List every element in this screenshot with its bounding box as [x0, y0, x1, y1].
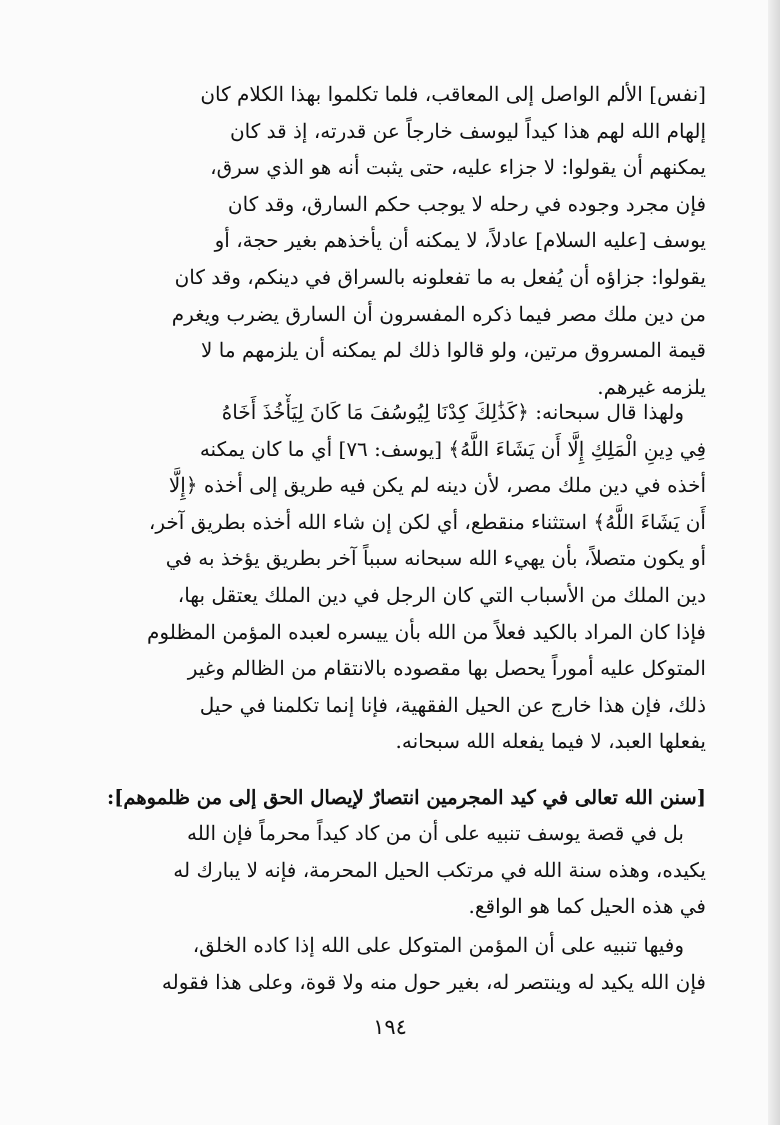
page-edge	[768, 0, 780, 1125]
text-line: فإذا كان المراد بالكيد فعلاً من الله بأن ييسره لعبده المؤمن المظلوم	[147, 619, 706, 644]
text-line: يلزمه غيرهم.	[597, 374, 706, 399]
text-line: قيمة المسروق مرتين، ولو قالوا ذلك لم يمكنه أن يلزمهم ما لا	[201, 338, 706, 363]
text-line: المتوكل عليه أموراً يحصل بها مقصوده بالانتقام من الظالم وغير	[187, 656, 706, 681]
text-line: يوسف [عليه السلام] عادلاً، لا يمكنه أن يأخذهم بغير حجة، أو	[214, 228, 706, 253]
text-line: أَن يَشَاءَ اللَّهُ﴾ استثناء منقطع، أي لكن إن شاء الله أخذه بطريق آخر،	[148, 509, 706, 534]
section-heading	[92, 780, 706, 817]
text-line: من دين ملك مصر فيما ذكره المفسرون أن السارق يضرب ويغرم	[171, 301, 706, 326]
text-line: إلهام الله لهم هذا كيداً ليوسف خارجاً عن قدرته، إذ قد كان	[229, 118, 706, 143]
text-line: [نفس] الألم الواصل إلى المعاقب، فلما تكلموا بهذا الكلام كان	[200, 82, 706, 106]
text-line: فِي دِينِ الْمَلِكِ إِلَّا أَن يَشَاءَ اللَّهُ﴾ [يوسف: ٧٦] أي ما كان يمكنه	[199, 436, 706, 461]
text-line: فإن الله يكيد له وينتصر له، بغير حول منه ولا قوة، وعلى هذا فقوله	[161, 969, 706, 994]
paragraph-1	[92, 76, 706, 405]
text-line: دين الملك من الأسباب التي كان الرجل في دين الملك يعتقل بها،	[177, 582, 706, 607]
text-line: يمكنهم أن يقولوا: لا جزاء عليه، حتى يثبت أنه هو الذي سرق،	[210, 155, 706, 180]
text-line: يفعلها العبد، لا فيما يفعله الله سبحانه.	[395, 729, 706, 754]
heading-text: [سنن الله تعالى في كيد المجرمين انتصارٌ لإيصال الحق إلى من ظلموهم]:	[106, 786, 706, 809]
text-line: ذلك، فإن هذا خارج عن الحيل الفقهية، فإنا إنما تكلمنا في حيل	[199, 692, 706, 717]
paragraph-3	[92, 815, 706, 925]
text-line: وفيها تنبيه على أن المؤمن المتوكل على الله إذا كاده الخلق،	[192, 933, 684, 957]
page-number: ١٩٤	[373, 1015, 407, 1039]
text-line: في هذه الحيل كما هو الواقع.	[468, 894, 706, 919]
text-line: فإن مجرد وجوده في رحله لا يوجب حكم السارق، وقد كان	[227, 191, 706, 216]
text-line: أو يكون متصلاً، بأن يهيء الله سبحانه سبباً آخر بطريق يؤخذ به في	[165, 546, 706, 571]
text-line: يكيده، وهذه سنة الله في مرتكب الحيل المحرمة، فإنه لا يبارك له	[173, 857, 706, 882]
paragraph-4	[92, 927, 706, 1000]
text-line: بل في قصة يوسف تنبيه على أن من كاد كيداً محرماً فإن الله	[187, 821, 684, 845]
text-line: ولهذا قال سبحانه: ﴿كَذَٰلِكَ كِدْنَا لِيُوسُفَ مَا كَانَ لِيَأْخُذَ أَخَاهُ	[221, 400, 684, 424]
paragraph-2	[92, 394, 706, 760]
text-line: أخذه في دين ملك مصر، لأن دينه لم يكن فيه طريق إلى أخذه ﴿إِلَّا	[168, 473, 706, 498]
text-line: يقولوا: جزاؤه أن يُفعل به ما تفعلونه بالسراق في دينكم، وقد كان	[174, 264, 706, 289]
